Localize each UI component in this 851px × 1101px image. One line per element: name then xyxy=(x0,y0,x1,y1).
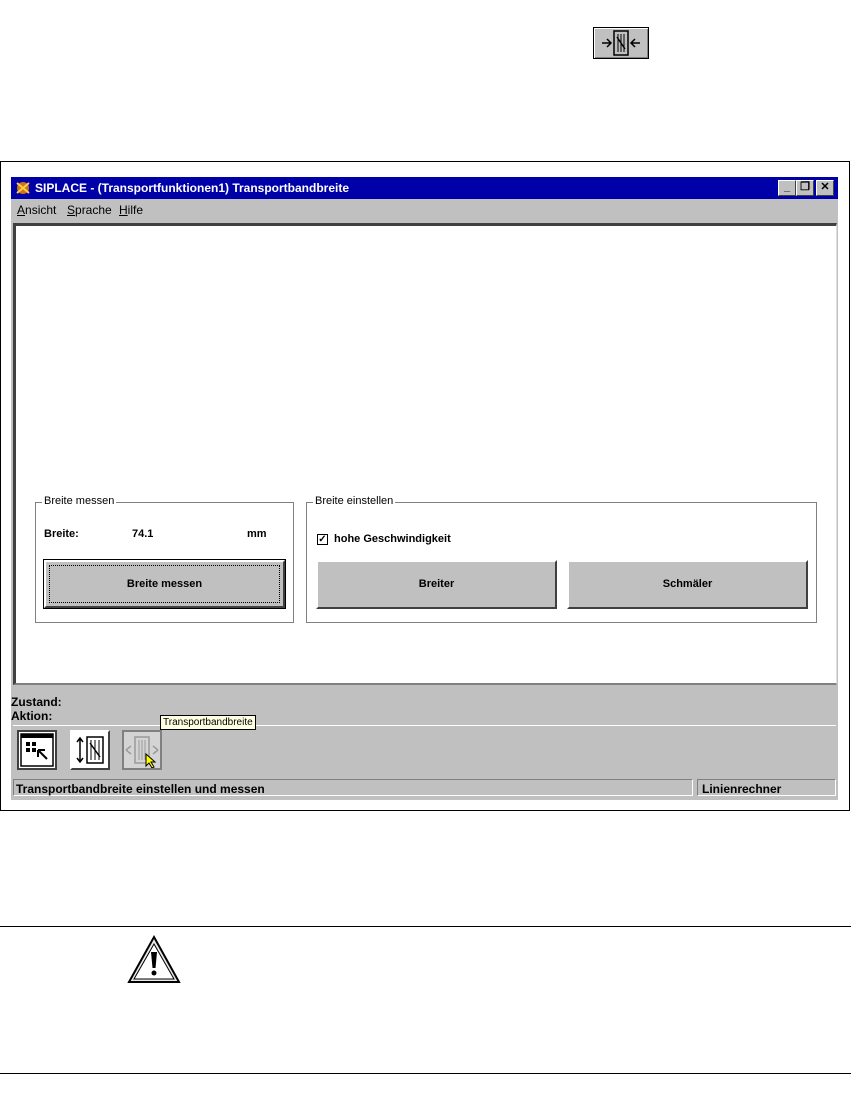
measure-width-button-label: Breite messen xyxy=(126,578,203,590)
status-area xyxy=(11,695,838,723)
toolbar-transport-button[interactable] xyxy=(70,730,110,770)
high-speed-checkbox[interactable]: ✓ xyxy=(318,534,327,545)
transport-width-icon xyxy=(593,27,649,59)
width-unit: mm xyxy=(247,528,267,540)
title-bar[interactable] xyxy=(11,177,838,199)
status-bar xyxy=(11,779,838,798)
toolbar-select-button[interactable] xyxy=(17,730,57,770)
transport-width-toolbar-icon xyxy=(124,732,160,768)
window-title: SIPLACE - (Transportfunktionen1) Transportbandbreite xyxy=(35,181,350,195)
warning-icon xyxy=(126,934,182,986)
top-rule xyxy=(0,926,851,927)
measure-group-title: Breite messen xyxy=(44,495,115,507)
siplace-logo-icon xyxy=(15,180,31,196)
toolbar-width-button[interactable] xyxy=(122,730,162,770)
measure-width-button[interactable] xyxy=(44,560,285,608)
adjust-group xyxy=(306,495,817,623)
minimize-button[interactable]: _ xyxy=(778,180,796,196)
narrower-button[interactable]: Schmäler xyxy=(567,560,808,609)
wider-button[interactable]: Breiter xyxy=(316,560,557,609)
restore-button[interactable]: ❐ xyxy=(796,180,814,196)
grid-pointer-icon xyxy=(19,732,55,768)
zustand-label: Zustand: xyxy=(11,695,62,709)
transport-updown-icon xyxy=(72,732,108,768)
screenshot-frame xyxy=(0,161,850,811)
tooltip: Transportbandbreite xyxy=(160,715,256,730)
status-message: Transportbandbreite einstellen und messen xyxy=(13,779,693,796)
app-window xyxy=(11,177,838,800)
client-area xyxy=(13,223,837,685)
adjust-group-title: Breite einstellen xyxy=(315,495,394,507)
width-value: 74.1 xyxy=(132,528,154,540)
menu-bar xyxy=(11,200,838,220)
bottom-rule xyxy=(0,1073,851,1074)
function-toolbar xyxy=(13,725,836,774)
aktion-label: Aktion: xyxy=(11,709,53,723)
width-label: Breite: xyxy=(44,528,79,540)
measure-group xyxy=(35,495,294,623)
status-computer: Linienrechner xyxy=(697,779,836,796)
menu-sprache[interactable]: Sprache xyxy=(67,203,112,217)
high-speed-label: hohe Geschwindigkeit xyxy=(334,533,451,545)
menu-hilfe[interactable]: Hilfe xyxy=(119,203,144,217)
close-button[interactable]: ✕ xyxy=(816,180,834,196)
menu-ansicht[interactable]: Ansicht xyxy=(17,203,57,217)
